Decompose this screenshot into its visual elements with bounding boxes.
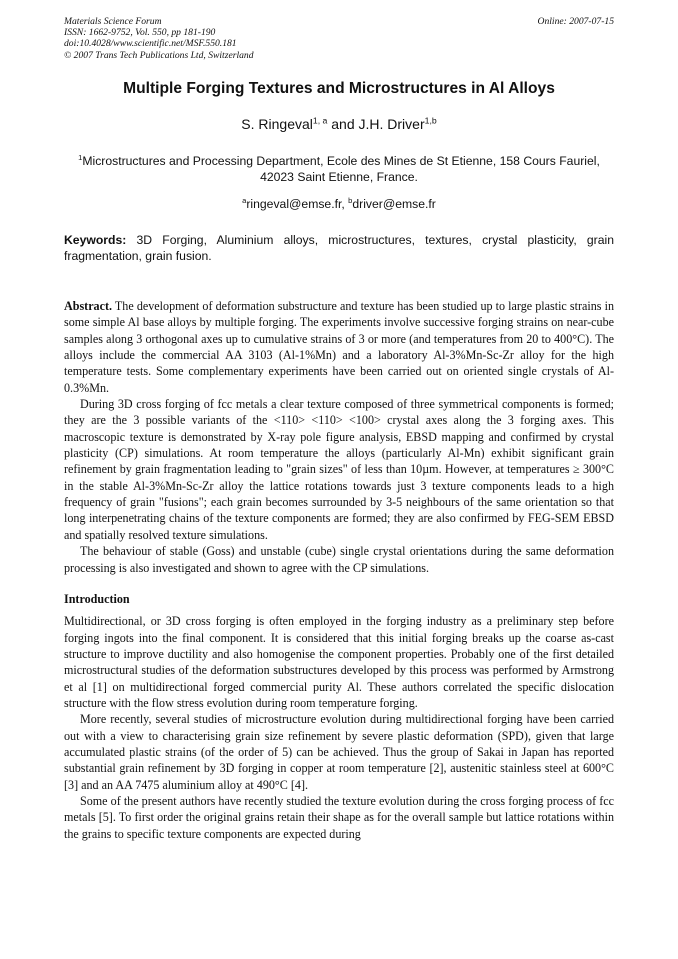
abstract-paragraph-3: The behaviour of stable (Goss) and unstable (cube) single crystal orientations during the same deformation processing is also investigated and shown to agree with the CP simulations. — [64, 544, 614, 575]
introduction-paragraph-1: Multidirectional, or 3D cross forging is often employed in the forging industry as a preliminary step before forging ingots into the final component. It is considered that this initial forging breaks up the coarse as-cast structure to improve ductility and also homogenise the component properties. Probably one of the first detailed microstructural studies of the deformation substructures developed by this process was performed by Armstrong et al [1] on multidirectional forged commercial purity Al. These authors correlated the specific dislocation structure with the flow stress evolution during room temperature forging. — [64, 614, 614, 710]
keywords — [64, 232, 614, 265]
author-line — [40, 116, 638, 132]
author-1-superscript: 1, a — [312, 115, 328, 126]
author-conjunction: and — [331, 116, 355, 132]
keywords-label: Keywords: — [64, 233, 127, 247]
abstract-paragraph-2: During 3D cross forging of fcc metals a clear texture composed of three symmetrical components is formed; they are the 3 possible variants of the <110> <110> <100> crystal axes along the 3 forging axes. This macroscopic texture is demonstrated by X-ray pole figure analysis, EBSD mapping and confirmed by crystal plasticity (CP) simulations. At room temperature the alloys (particularly Al-Mn) exhibit significant grain refinement by grain fragmentation leading to "grain sizes" of less than 10µm. However, at temperatures ≥ 300°C in the stable Al-3%Mn-Sc-Zr alloy the lattice rotations towards just 3 texture components leads to a high frequency of grain "fusions"; each grain becomes surrounded by 3-5 neighbours of the same orientation so that long interpenetrating chains of the texture components are formed; they are also confirmed by FEG-SEM EBSD and spatially resolved texture simulations. — [64, 397, 614, 542]
author-2-superscript: 1,b — [424, 115, 437, 126]
paper-body — [64, 298, 614, 842]
author-1: S. Ringeval — [241, 116, 313, 132]
journal-copyright: © 2007 Trans Tech Publications Ltd, Switzerland — [64, 49, 254, 61]
keywords-text: 3D Forging, Aluminium alloys, microstructures, textures, crystal plasticity, grain fragmentation, grain fusion. — [64, 233, 614, 264]
journal-name: Materials Science Forum — [64, 16, 162, 27]
introduction-paragraph-3: Some of the present authors have recently studied the texture evolution during the cross forging process of fcc metals [5]. To first order the original grains retain their shape as for the overall sample but lattice rotations within the grains to specific texture components are expected during — [64, 793, 614, 841]
affiliation-text: Microstructures and Processing Department, Ecole des Mines de St Etienne, 158 Cours Fauriel, 42023 Saint Etienne, France. — [82, 154, 600, 185]
abstract-label: Abstract. — [64, 299, 113, 313]
email-a-marker: a — [242, 195, 247, 205]
journal-doi: doi:10.4028/www.scientific.net/MSF.550.181 — [64, 38, 237, 50]
abstract-text-1: The development of deformation substructure and texture has been studied up to large plastic strains in some simple Al base alloys by multiple forging. The experiments involve successive forging strains on near-cube samples along 3 orthogonal axes up to cumulative strains of 3 or more (and temperatures from 20 to 400°C). The alloys include the commercial AA 3103 (Al-1%Mn) and a laboratory Al-3%Mn-Sc-Zr alloy for the high temperature tests. Some complementary experiments have been carried out on oriented single crystals of Al-0.3%Mn. — [64, 299, 614, 395]
email-b: driver@emse.fr — [352, 197, 436, 211]
journal-issn: ISSN: 1662-9752, Vol. 550, pp 181-190 — [64, 27, 216, 39]
abstract-paragraph-1 — [64, 298, 614, 396]
paper-title: Multiple Forging Textures and Microstructures in Al Alloys — [123, 80, 555, 97]
email-line — [40, 197, 638, 211]
affiliation-marker: 1 — [78, 152, 83, 162]
journal-header — [64, 16, 614, 61]
introduction-paragraph-2: More recently, several studies of microstructure evolution during multidirectional forging have been carried out with a view to characterising grain size refinement by severe plastic deformation (SPD), given that large accumulated plastic strains (of the order of 5) can be achieved. Thus the group of Sakai in Japan has reported substantial grain refinement by 3D forging in copper at room temperature [2], austenitic stainless steel at 600°C [3] and an AA 7475 aluminium alloy at 490°C [4]. — [64, 712, 614, 792]
email-a: ringeval@emse.fr, — [246, 197, 345, 211]
email-b-marker: b — [348, 195, 353, 205]
online-date: Online: 2007-07-15 — [537, 16, 614, 27]
introduction-heading: Introduction — [64, 591, 130, 606]
author-2: J.H. Driver — [358, 116, 425, 132]
affiliation — [70, 153, 608, 186]
